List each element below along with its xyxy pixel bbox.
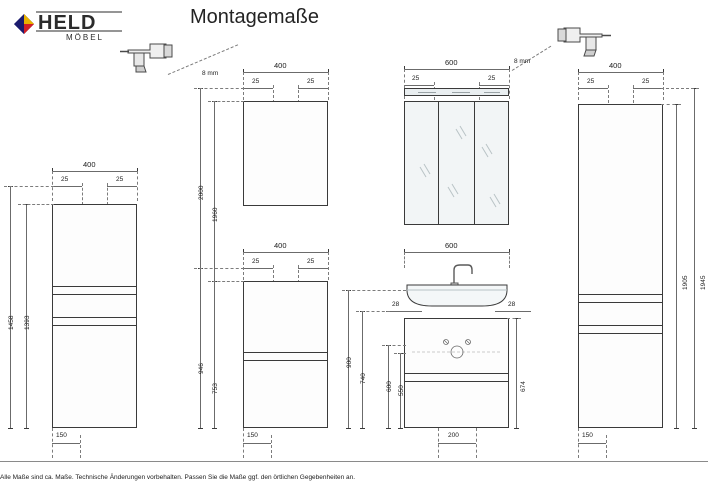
ext-line [394,353,406,354]
ext-line [509,69,510,99]
dim-line-25 [52,186,82,187]
ext-line [476,428,477,458]
ext-line [606,435,607,458]
dim-line-400-d [578,72,663,73]
shelf-line [52,325,137,326]
dim-i25: 25 [307,78,315,85]
dim-tick [514,428,519,429]
brand-subtitle: MÖBEL [66,33,105,42]
ext-line [271,435,272,458]
ext-line [438,428,439,458]
dim-i25: 25 [252,258,260,265]
dim-h1905: 1905 [682,275,689,290]
dim-i25: 25 [116,176,124,183]
dim-w400-c: 400 [274,241,287,250]
ext-line [663,72,664,100]
shelf-line [578,302,663,303]
ext-line [404,252,405,268]
dim-line-400-c [243,252,328,253]
dim-line-753 [214,281,215,428]
dim-line-28-right [495,311,531,312]
light-detail [452,92,470,93]
logo-underline [36,10,124,40]
dim-f150-a: 150 [56,432,67,439]
shelf-line [52,294,137,295]
ext-line [243,252,244,280]
mirror-reflections-icon [404,101,510,226]
ext-line [80,435,81,458]
ext-line [382,345,406,346]
mm-hint-right: 8 mm [514,58,531,65]
diamond-logo-icon [14,14,34,34]
dim-h900: 900 [346,357,353,368]
ext-line [4,186,54,187]
dim-tick [674,428,679,429]
drawer-line [243,352,328,353]
ext-line [52,428,53,458]
tall-cabinet-right-body [578,104,663,428]
dim-f200: 200 [448,432,459,439]
dim-line-25 [298,268,328,269]
dim-i28: 28 [392,301,400,308]
ext-line [608,85,609,103]
ext-line [107,183,108,205]
wall-cabinet-lower-middle-body [243,281,328,428]
dim-line-25 [107,186,137,187]
ext-line [82,183,83,205]
ext-line [661,104,681,105]
dim-w400-b: 400 [274,61,287,70]
dim-line-25 [404,85,434,86]
dim-i25: 25 [587,78,595,85]
dim-tick [346,428,351,429]
ext-line [328,72,329,100]
dim-i28: 28 [508,301,516,308]
brand-name: HELD [38,12,97,34]
dim-tick [398,428,403,429]
shelf-line [52,286,137,287]
ext-line [137,171,138,201]
mm-hint-left: 8 mm [202,70,219,77]
shelf-line [578,325,663,326]
dim-w400-d: 400 [609,61,622,70]
ext-line [194,268,244,269]
dim-tick [386,428,391,429]
dim-h674: 674 [520,381,527,392]
dim-line-1945 [694,88,695,428]
dim-i25: 25 [61,176,69,183]
wall-cabinet-upper-middle-body [243,101,328,206]
dim-i25: 25 [488,75,496,82]
ext-line [356,311,390,312]
mounting-marks-icon [404,330,510,370]
shelf-line [578,333,663,334]
dim-h550: 550 [398,385,405,396]
dim-line-400-b [243,72,328,73]
washbasin-icon [404,283,510,309]
dim-tick [212,428,217,429]
dim-line-150-b [243,443,271,444]
dim-h1458: 1458 [8,315,15,330]
page-title: Montagemaße [190,6,319,28]
dim-line-600-b [404,252,509,253]
floor-line [0,461,708,462]
dim-line-25 [243,88,273,89]
ext-line [509,252,510,268]
dim-tick [24,428,29,429]
dim-h1945: 1945 [700,275,707,290]
dim-i25: 25 [412,75,420,82]
ext-line [18,204,54,205]
dim-line-25 [633,88,663,89]
dim-line-150-c [578,443,606,444]
dim-w600-b: 600 [445,241,458,250]
dim-line-25 [298,88,328,89]
dim-tick [8,428,13,429]
dim-line-200 [438,443,476,444]
ext-line [342,290,406,291]
dim-line-1458 [10,186,11,428]
drawer-line [243,360,328,361]
dim-line-400-a [52,171,137,172]
dim-h2000: 2000 [198,185,205,200]
dim-line-674 [516,318,517,428]
dim-w400-a: 400 [83,160,96,169]
dim-tick [198,428,203,429]
dim-line-25 [243,268,273,269]
dim-line-600-a [404,69,509,70]
dim-i25: 25 [252,78,260,85]
dim-line-946 [200,268,201,428]
dim-line-28-left [386,311,422,312]
brand-logo [14,10,124,48]
dim-h1960: 1960 [212,207,219,222]
ext-line [208,101,244,102]
ext-line [578,72,579,100]
drawer-line [404,381,509,382]
shelf-line [52,317,137,318]
dim-f150-c: 150 [582,432,593,439]
dim-h753: 753 [212,383,219,394]
ext-line [661,88,699,89]
ext-line [194,88,244,89]
dim-line-740 [362,311,363,428]
footer-note: Alle Maße sind ca. Maße. Technische Änderungen vorbehalten. Passen Sie die Maße ggf. den örtlichen Gegebenheiten an. [0,474,356,481]
dim-line-25 [479,85,509,86]
ext-line [633,85,634,103]
shelf-line [578,294,663,295]
light-detail [418,92,436,93]
tall-cabinet-left-body [52,204,137,428]
drawer-line [404,373,509,374]
ext-line [243,428,244,458]
drill-icon [540,18,612,60]
dim-f150-b: 150 [247,432,258,439]
light-detail [484,92,500,93]
dim-h1393: 1393 [24,315,31,330]
dim-tick [360,428,365,429]
dim-line-1905 [676,104,677,428]
ext-line [578,428,579,458]
dim-h946: 946 [198,363,205,374]
dim-h740: 740 [360,373,367,384]
dim-i25: 25 [307,258,315,265]
ext-line [208,281,244,282]
dim-line-150-a [52,443,80,444]
dim-i25: 25 [642,78,650,85]
dim-h600: 600 [386,381,393,392]
dim-line-25 [578,88,608,89]
ext-line [328,252,329,280]
ext-line [507,318,521,319]
dim-tick [692,428,697,429]
ext-line [243,72,244,100]
dim-w600-a: 600 [445,58,458,67]
